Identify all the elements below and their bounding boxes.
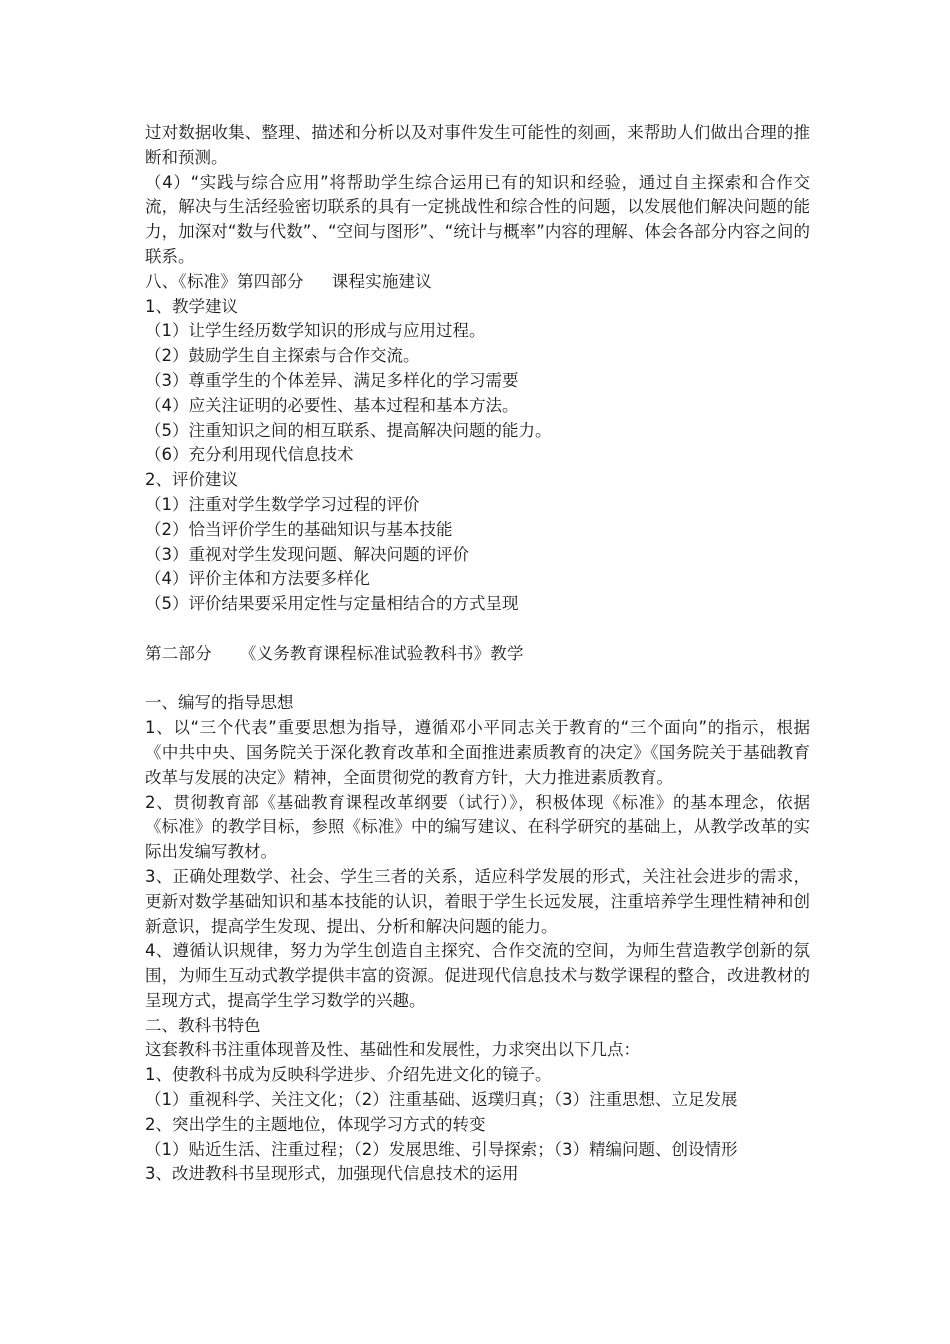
textbook-features-heading: 二、教科书特色 bbox=[145, 1015, 261, 1035]
teaching-item: （3）尊重学生的个体差异、满足多样化的学习需要 bbox=[145, 370, 519, 390]
guiding-paragraph: 2、贯彻教育部《基础教育课程改革纲要（试行）》，积极体现《标准》的基本理念，依据《标准》的教学目标，参照《标准》中的编写建议、在科学研究的基础上，从教学改革的实际出发编写教材。 bbox=[145, 792, 810, 862]
feature-item: 1、使教科书成为反映科学进步、介绍先进文化的镜子。 bbox=[145, 1065, 552, 1085]
evaluation-suggestions-heading: 2、评价建议 bbox=[145, 470, 238, 490]
document-page bbox=[145, 121, 810, 1187]
section-heading-part4-subtitle: 课程实施建议 bbox=[331, 271, 432, 291]
part-two-heading bbox=[145, 642, 810, 667]
teaching-suggestions-heading: 1、教学建议 bbox=[145, 296, 238, 316]
feature-item: （1）贴近生活、注重过程；（2）发展思维、引导探索；（3）精编问题、创设情形 bbox=[145, 1139, 738, 1159]
feature-item: 2、突出学生的主题地位，体现学习方式的转变 bbox=[145, 1114, 486, 1134]
evaluation-item: （1）注重对学生数学学习过程的评价 bbox=[145, 494, 420, 514]
evaluation-item: （2）恰当评价学生的基础知识与基本技能 bbox=[145, 519, 453, 539]
evaluation-item: （4）评价主体和方法要多样化 bbox=[145, 569, 370, 589]
evaluation-item: （3）重视对学生发现问题、解决问题的评价 bbox=[145, 544, 469, 564]
teaching-item: （5）注重知识之间的相互联系、提高解决问题的能力。 bbox=[145, 420, 552, 440]
teaching-item: （4）应关注证明的必要性、基本过程和基本方法。 bbox=[145, 395, 519, 415]
section-heading-part4-title: 八、《标准》第四部分 bbox=[145, 271, 304, 291]
evaluation-item: （5）评价结果要采用定性与定量相结合的方式呈现 bbox=[145, 594, 519, 614]
teaching-item: （6）充分利用现代信息技术 bbox=[145, 445, 354, 465]
part-two-label: 第二部分 bbox=[145, 643, 212, 663]
spacer bbox=[145, 667, 810, 692]
feature-item: （1）重视科学、关注文化；（2）注重基础、返璞归真；（3）注重思想、立足发展 bbox=[145, 1090, 738, 1110]
paragraph-statistics-intro: 过对数据收集、整理、描述和分析以及对事件发生可能性的刻画，来帮助人们做出合理的推断和预测。 bbox=[145, 123, 810, 167]
guiding-paragraph: 4、遵循认识规律，努力为学生创造自主探究、合作交流的空间，为师生营造教学创新的氛围，为师生互动式教学提供丰富的资源。促进现代信息技术与数学课程的整合，改进教材的呈现方式，提高学生学习数学的兴趣。 bbox=[145, 941, 810, 1010]
spacer bbox=[145, 617, 810, 642]
section-heading-part4 bbox=[145, 270, 810, 295]
teaching-item: （1）让学生经历数学知识的形成与应用过程。 bbox=[145, 321, 486, 341]
feature-item: 3、改进教科书呈现形式，加强现代信息技术的运用 bbox=[145, 1164, 519, 1184]
guiding-paragraph: 3、正确处理数学、社会、学生三者的关系，适应科学发展的形式，关注社会进步的需求，更新对数学基础知识和基本技能的认识，着眼于学生长远发展，注重培养学生理性精神和创新意识，提高学生发现、提出、分析和解决问题的能力。 bbox=[145, 866, 810, 936]
textbook-features-intro: 这套教科书注重体现普及性、基础性和发展性，力求突出以下几点： bbox=[145, 1040, 640, 1060]
guiding-ideology-heading: 一、编写的指导思想 bbox=[145, 693, 294, 713]
teaching-item: （2）鼓励学生自主探索与合作交流。 bbox=[145, 346, 420, 366]
part-two-title: 《义务教育课程标准试验教科书》教学 bbox=[239, 643, 524, 663]
guiding-paragraph: 1、以“三个代表”重要思想为指导，遵循邓小平同志关于教育的“三个面向”的指示，根据《中共中央、国务院关于深化教育改革和全面推进素质教育的决定》《国务院关于基础教育改革与发展的决定》精神，全面贯彻党的教育方针，大力推进素质教育。 bbox=[145, 718, 810, 787]
paragraph-practice-application: （4）“实践与综合应用”将帮助学生综合运用已有的知识和经验，通过自主探索和合作交流，解决与生活经验密切联系的具有一定挑战性和综合性的问题，以发展他们解决问题的能力，加深对“数与代数”、“空间与图形”、“统计与概率”内容的理解、体会各部分内容之间的联系。 bbox=[145, 172, 810, 266]
